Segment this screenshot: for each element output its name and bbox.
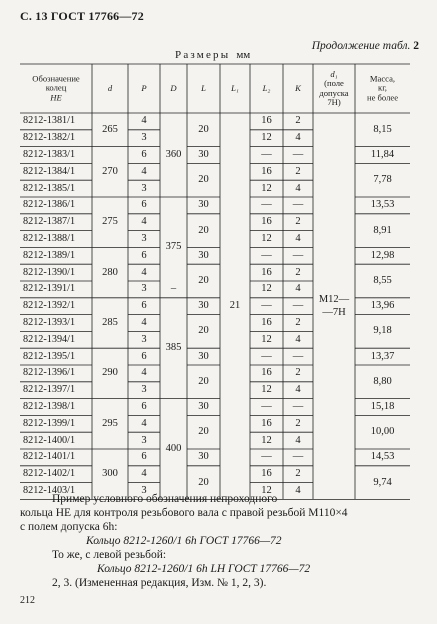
example-code-right: Кольцо 8212-1260/1 6h ГОСТ 17766—72 [86,535,282,547]
mass-cell: 14,53 [370,451,395,463]
k-cell: 4 [295,283,301,295]
outer-diameter-cell: 375 [165,241,182,253]
header-l2-line: L₂ [262,82,271,93]
header-designation-line: НЕ [50,92,62,103]
header-d1-line: 7H) [327,97,341,108]
l-cell: 20 [198,476,209,488]
mass-cell: 9,18 [373,325,392,337]
l2-cell: — [261,249,272,261]
designation-cell: 8212-1399/1 [23,417,76,429]
pitch-cell: 6 [141,299,147,311]
pitch-cell: 6 [141,199,147,211]
k-cell: 4 [295,383,301,395]
k-cell: — [292,148,304,160]
pitch-cell: 6 [141,249,147,261]
header-d-outer [170,84,176,94]
l-cell: 20 [198,173,209,185]
d-cell: 275 [102,215,118,227]
designation-cell: 8212-1391/1 [23,283,76,295]
l-cell: 20 [198,425,209,437]
mass-cell: 7,78 [373,173,392,185]
l2-cell: — [261,350,272,362]
l2-cell: 16 [261,215,272,227]
header-designation-line: Обозначение [32,73,80,84]
mass-cell: 10,00 [370,425,395,437]
pitch-cell: 4 [141,417,147,429]
designation-cell: 8212-1392/1 [23,300,76,312]
designation-cell: 8212-1385/1 [23,182,76,194]
k-cell: 2 [295,165,301,177]
example-line-4: То же, с левой резьбой: [52,549,167,561]
designation-cell: 8212-1387/1 [23,216,76,228]
designation-cell: 8212-1396/1 [23,367,76,379]
designation-cell: 8212-1394/1 [23,333,76,345]
designation-cell: 8212-1403/1 [23,484,76,496]
mass-cell: 8,91 [373,224,392,236]
d1-cell: M12— [318,293,350,305]
d-cell: 295 [102,417,118,429]
example-line-2: кольца НЕ для контроля резьбового вала с правой резьбой M110×4 [20,507,348,519]
l2-cell: 16 [261,165,272,177]
l2-cell: 12 [261,232,272,244]
l2-cell: 16 [261,417,272,429]
pitch-cell: 4 [141,467,147,479]
designation-cell: 8212-1400/1 [23,434,76,446]
k-cell: 2 [295,367,301,379]
l2-cell: 12 [261,333,272,345]
pitch-cell: 4 [141,215,147,227]
header-d1-line: (поле [324,77,344,88]
l-cell: 20 [198,375,209,387]
l-cell: 20 [198,325,209,337]
k-cell: — [292,249,304,261]
page-header: С. 13 ГОСТ 17766—72 [20,9,144,23]
k-cell: 4 [295,434,301,446]
k-cell: — [292,400,304,412]
k-cell: 4 [295,232,301,244]
k-cell: 2 [295,215,301,227]
designation-cell: 8212-1386/1 [23,199,76,211]
designation-cell: 8212-1398/1 [23,400,76,412]
header-l [201,84,206,94]
pitch-cell: 3 [141,232,147,244]
d1-cell: —7H [322,306,346,318]
dimensions-label: Размеры [175,49,231,61]
d-cell: 280 [102,266,118,278]
header-p-line: P [141,82,147,93]
pitch-cell: 6 [141,350,147,362]
l2-cell: 16 [261,266,272,278]
outer-diameter-cell: 360 [165,148,182,160]
outer-diameter-cell: – [170,283,177,295]
designation-cell: 8212-1397/1 [23,384,76,396]
header-mass [367,74,398,103]
header-d [108,84,112,94]
k-cell: 4 [295,131,301,143]
l-cell: 20 [198,123,209,135]
mass-cell: 8,55 [373,274,392,286]
l2-cell: 12 [261,182,272,194]
mass-cell: 11,84 [370,148,395,160]
l2-cell: 12 [261,131,272,143]
designation-cell: 8212-1381/1 [23,115,76,127]
pitch-cell: 6 [141,400,147,412]
pitch-cell: 4 [141,165,147,177]
l-cell: 20 [198,274,209,286]
example-line-1: Пример условного обозначения непроходного [52,493,278,505]
page-number: 212 [20,595,35,606]
pitch-cell: 4 [141,266,147,278]
k-cell: — [292,451,304,463]
l-cell: 30 [198,148,209,160]
d-cell: 290 [102,367,118,379]
header-designation [32,74,80,103]
header-mass-line: Масса, [369,73,396,84]
mass-cell: 8,15 [373,123,392,135]
mass-cell: 13,53 [370,199,395,211]
k-cell: — [292,299,304,311]
d-cell: 285 [102,316,118,328]
l2-cell: — [261,400,272,412]
k-cell: — [292,350,304,362]
mass-cell: 12,98 [370,249,395,261]
header-d-line: d [107,82,113,93]
designation-cell: 8212-1401/1 [23,451,76,463]
k-cell: 2 [295,417,301,429]
mass-cell: 9,74 [373,476,392,488]
continuation-label: Продолжение табл. [311,40,411,52]
k-cell: 4 [295,182,301,194]
k-cell: 2 [295,115,301,127]
pitch-cell: 3 [141,182,147,194]
l2-cell: 12 [261,434,272,446]
header-k-line: K [295,82,301,93]
k-cell: — [292,199,304,211]
l2-cell: — [261,199,272,211]
d-cell: 270 [102,165,118,177]
designation-cell: 8212-1402/1 [23,468,76,480]
header-p [141,84,146,94]
d-cell: 300 [102,467,118,479]
l-cell: 30 [198,299,209,311]
header-k [295,84,301,94]
header-d1 [319,69,348,108]
l2-cell: — [261,299,272,311]
outer-diameter-cell: 385 [165,341,182,353]
designation-cell: 8212-1383/1 [23,148,76,160]
k-cell: 4 [295,484,301,496]
l2-cell: 12 [261,383,272,395]
pitch-cell: 4 [141,367,147,379]
designation-cell: 8212-1384/1 [23,165,76,177]
l2-cell: — [261,148,272,160]
k-cell: 2 [295,316,301,328]
l2-cell: 16 [261,467,272,479]
l-cell: 30 [198,451,209,463]
l2-cell: 16 [261,316,272,328]
pitch-cell: 4 [141,115,147,127]
dimensions-unit: мм [236,49,251,61]
mass-cell: 8,80 [373,375,392,387]
pitch-cell: 4 [141,316,147,328]
header-d-outer-line: D [170,82,177,93]
pitch-cell: 3 [141,283,147,295]
l1-cell: 21 [229,299,241,311]
l-cell: 30 [198,249,209,261]
mass-cell: 13,37 [370,350,395,362]
l2-cell: 16 [261,367,272,379]
mass-cell: 13,96 [370,299,395,311]
k-cell: 2 [295,467,301,479]
header-mass-line: кг, [378,82,387,93]
designation-cell: 8212-1389/1 [23,249,76,261]
header-l-line: L [201,82,206,93]
table-number: 2 [413,40,419,52]
example-code-left: Кольцо 8212-1260/1 6h LH ГОСТ 17766—72 [97,563,311,575]
pitch-cell: 3 [141,333,147,345]
pitch-cell: 6 [141,451,147,463]
designation-cell: 8212-1395/1 [23,350,76,362]
header-mass-line: не более [366,92,399,103]
k-cell: 4 [295,333,301,345]
l-cell: 20 [198,224,209,236]
header-l1-line: L₁ [231,82,239,93]
mass-cell: 15,18 [370,400,395,412]
designation-cell: 8212-1382/1 [23,132,76,144]
l2-cell: 12 [261,283,272,295]
pitch-cell: 3 [141,434,147,446]
l-cell: 30 [198,199,209,211]
k-cell: 2 [295,266,301,278]
header-l1 [231,84,239,94]
amendment-note: 2, 3. (Измененная редакция, Изм. № 1, 2, 3). [52,577,267,589]
l2-cell: 12 [261,484,272,496]
l2-cell: — [261,451,272,463]
pitch-cell: 3 [141,484,147,496]
pitch-cell: 6 [141,148,147,160]
l-cell: 30 [198,400,209,412]
header-d1-line: допуска [319,87,349,98]
l-cell: 30 [198,350,209,362]
header-d1-line: d₁ [330,68,338,79]
d-cell: 265 [102,123,118,135]
designation-cell: 8212-1390/1 [23,266,76,278]
pitch-cell: 3 [141,383,147,395]
header-l2 [263,84,271,94]
header-designation-line: колец [45,82,67,93]
designation-cell: 8212-1393/1 [23,316,76,328]
example-line-3: с полем допуска 6h: [20,521,118,533]
designation-cell: 8212-1388/1 [23,232,76,244]
outer-diameter-cell: 400 [165,442,182,454]
l2-cell: 16 [261,115,272,127]
pitch-cell: 3 [141,131,147,143]
